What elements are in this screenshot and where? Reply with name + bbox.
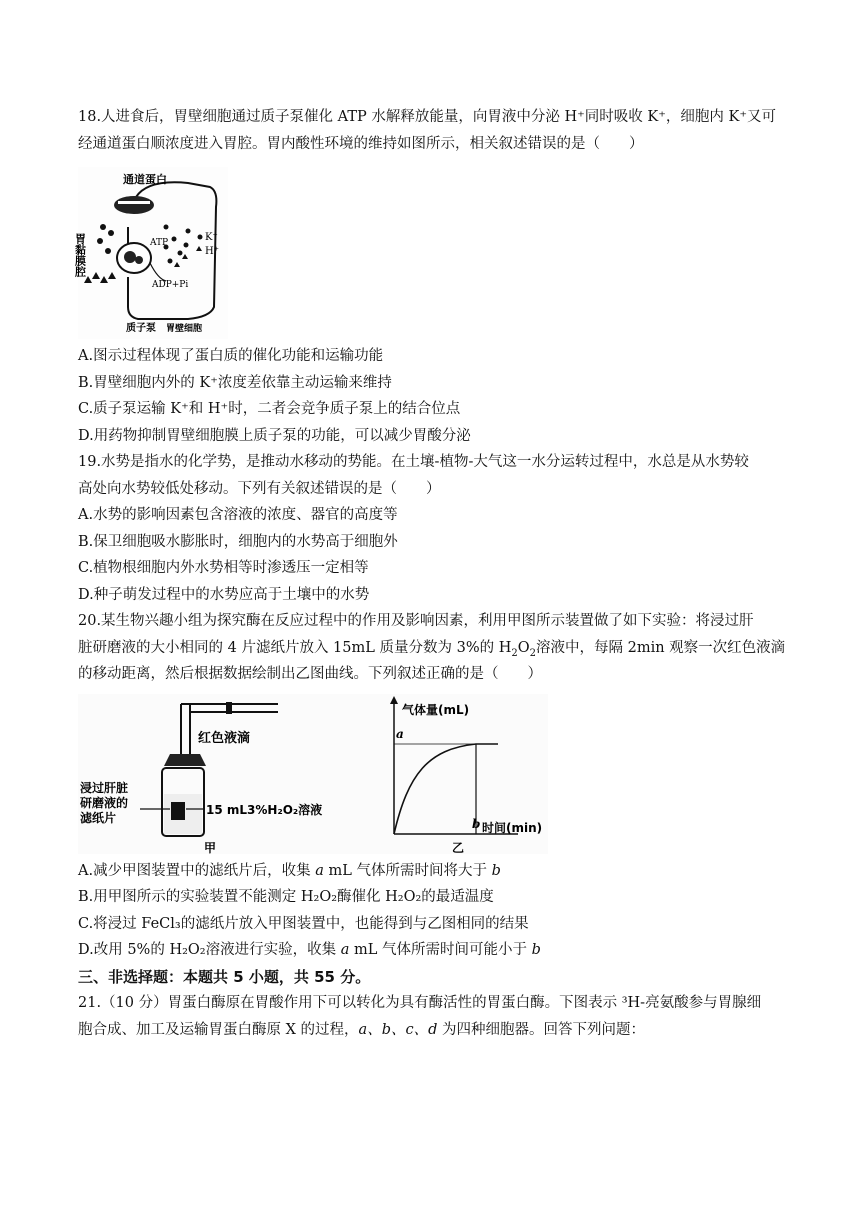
label-k: K⁺: [205, 232, 218, 243]
label-a: a: [396, 726, 404, 741]
q18-option-a: A.图示过程体现了蛋白质的催化功能和运输功能: [78, 348, 384, 364]
q20-stem-line2: 脏研磨液的大小相同的 4 片滤纸片放入 15mL 质量分数为 3%的 $H_2O_2$溶液中，每隔 2min 观察一次红色液滴: [78, 639, 786, 659]
q20-figure-row: [78, 694, 788, 854]
label-lumen: 胃黏膜腔: [73, 233, 87, 277]
label-jia: 甲: [204, 840, 217, 855]
question-21: [78, 990, 788, 1043]
question-18: [73, 104, 788, 449]
q18-stem-line2: 经通道蛋白顺浓度进入胃腔。胃内酸性环境的维持如图所示，相关叙述错误的是（ ）: [78, 135, 644, 152]
label-yaxis: 气体量(mL): [402, 702, 470, 717]
label-channel-protein: 通道蛋白: [123, 173, 167, 186]
exam-page: [73, 104, 788, 1043]
q19-option-a: A.水势的影响因素包含溶液的浓度、器官的高度等: [78, 507, 398, 523]
question-20: [78, 608, 788, 964]
q20-option-d: D.改用 5%的 H₂O₂溶液进行实验，收集 a mL 气体所需时间可能小于 b: [78, 942, 541, 958]
question-19: [78, 449, 788, 608]
q20-stem-line3: 的移动距离，然后根据数据绘制出乙图曲线。下列叙述正确的是（ ）: [78, 666, 542, 682]
label-gastric-cell: 胃壁细胞: [166, 324, 203, 334]
q21-stem-line2: 胞合成、加工及运输胃蛋白酶原 X 的过程，a、b、c、d 为四种细胞器。回答下列问题：: [78, 1021, 645, 1038]
label-b: b: [472, 816, 481, 831]
q20-stem-line1: 20.某生物兴趣小组为探究酶在反应过程中的作用及影响因素，利用甲图所示装置做了如下实验：将浸过肝: [78, 613, 754, 629]
label-atp: ATP: [150, 238, 169, 248]
q19-stem-line2: 高处向水势较低处移动。下列有关叙述错误的是（ ）: [78, 480, 441, 497]
label-yi: 乙: [452, 840, 465, 855]
label-paper-1: 浸过肝脏: [80, 780, 129, 795]
q18-option-c: C.质子泵运输 K⁺和 H⁺时，二者会竞争质子泵上的结合位点: [78, 401, 461, 417]
label-proton-pump: 质子泵: [126, 323, 156, 334]
q19-stem-line1: 19.水势是指水的化学势，是推动水移动的势能。在土壤-植物-大气这一水分运转过程中，水总是从水势较: [78, 454, 749, 470]
gastric-cell-figure: [73, 167, 228, 339]
label-adp: ADP+Pi: [152, 280, 189, 290]
label-solution: 15 mL3%H₂O₂溶液: [206, 802, 323, 817]
label-paper-2: 研磨液的: [80, 795, 129, 810]
label-h: H⁺: [205, 246, 219, 257]
q19-option-b: B.保卫细胞吸水膨胀时，细胞内的水势高于细胞外: [78, 533, 398, 550]
q18-option-d: D.用药物抑制胃壁细胞膜上质子泵的功能，可以减少胃酸分泌: [78, 427, 471, 444]
experiment-figure: [78, 694, 548, 854]
label-paper-3: 滤纸片: [80, 810, 117, 825]
q20-option-b: B.用甲图所示的实验装置不能测定 H₂O₂酶催化 H₂O₂的最适温度: [78, 889, 494, 905]
q18-option-b: B.胃壁细胞内外的 K⁺浓度差依靠主动运输来维持: [78, 374, 392, 391]
q20-option-c: C.将浸过 FeCl₃的滤纸片放入甲图装置中，也能得到与乙图相同的结果: [78, 915, 529, 932]
label-xaxis: 时间(min): [482, 820, 543, 835]
q19-option-d: D.种子萌发过程中的水势应高于土壤中的水势: [78, 586, 370, 603]
q19-option-c: C.植物根细胞内外水势相等时渗透压一定相等: [78, 560, 369, 576]
label-red-drop: 红色液滴: [198, 730, 251, 746]
q21-stem-line1: 21.（10 分）胃蛋白酶原在胃酸作用下可以转化为具有酶活性的胃蛋白酶。下图表示 ³H-亮氨酸参与胃腺细: [78, 995, 762, 1011]
q18-stem-line1: 18.人进食后，胃壁细胞通过质子泵催化 ATP 水解释放能量，向胃液中分泌 H⁺同时吸收 K⁺，细胞内 K⁺又可: [78, 109, 776, 125]
q20-option-a: A.减少甲图装置中的滤纸片后，收集 a mL 气体所需时间将大于 b: [78, 862, 501, 879]
section-3-heading: 三、非选择题：本题共 5 小题，共 55 分。: [78, 967, 371, 986]
